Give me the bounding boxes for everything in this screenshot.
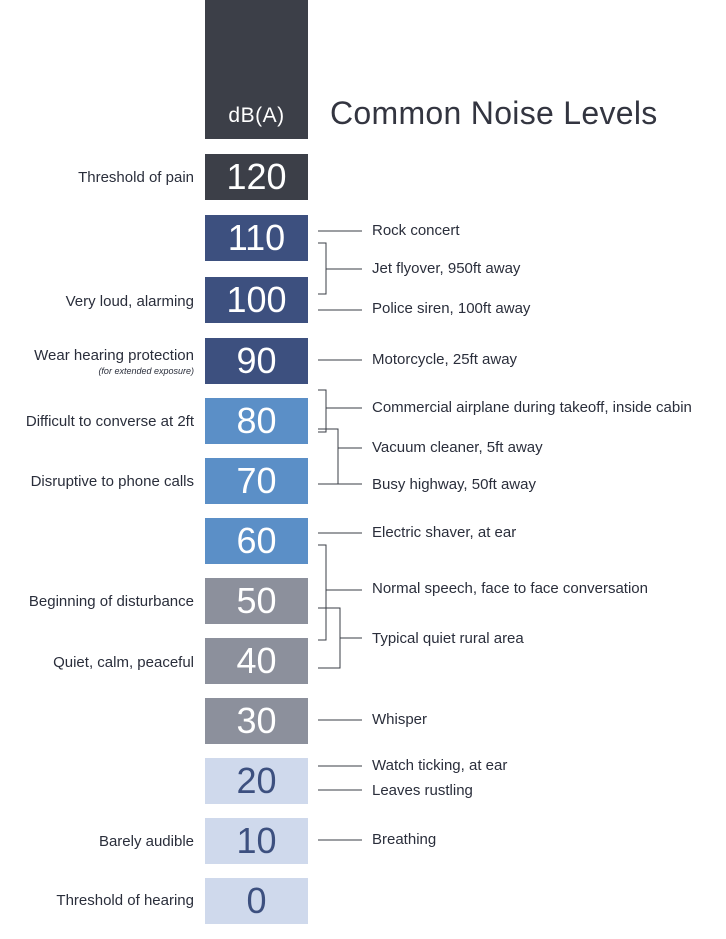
- label-watch: Watch ticking, at ear: [372, 757, 508, 774]
- bracket-vacuum-highway: [318, 429, 338, 484]
- label-threshold-of-pain: Threshold of pain: [78, 169, 194, 186]
- level-90: 90: [205, 338, 308, 384]
- label-leaves: Leaves rustling: [372, 782, 473, 799]
- label-rock-concert: Rock concert: [372, 222, 460, 239]
- level-50: 50: [205, 578, 308, 624]
- label-motorcycle: Motorcycle, 25ft away: [372, 351, 518, 368]
- bracket-speech: [318, 545, 326, 640]
- label-beginning-disturbance: Beginning of disturbance: [28, 593, 194, 610]
- level-70: 70: [205, 458, 308, 504]
- label-rural: Typical quiet rural area: [372, 630, 524, 647]
- label-vacuum: Vacuum cleaner, 5ft away: [372, 439, 543, 456]
- label-difficult-converse: Difficult to converse at 2ft: [25, 413, 194, 430]
- label-barely-audible: Barely audible: [98, 833, 194, 850]
- label-very-loud: Very loud, alarming: [65, 293, 194, 310]
- label-wear-protection: Wear hearing protection: [34, 347, 194, 364]
- label-police-siren: Police siren, 100ft away: [372, 300, 531, 317]
- label-quiet-calm: Quiet, calm, peaceful: [53, 654, 194, 671]
- level-10: 10: [205, 818, 308, 864]
- level-100: 100: [205, 277, 308, 323]
- label-speech: Normal speech, face to face conversation: [372, 580, 648, 597]
- level-20: 20: [205, 758, 308, 804]
- page-title: Common Noise Levels: [330, 95, 658, 131]
- label-airplane: Commercial airplane during takeoff, inside cabin: [372, 399, 692, 416]
- label-whisper: Whisper: [372, 711, 428, 728]
- level-40: 40: [205, 638, 308, 684]
- unit-label: dB(A): [228, 104, 285, 127]
- bracket-110-100: [318, 243, 326, 294]
- level-0: 0: [205, 878, 308, 924]
- bracket-airplane: [318, 390, 326, 432]
- label-jet-flyover: Jet flyover, 950ft away: [372, 260, 521, 277]
- level-120: 120: [205, 154, 308, 200]
- level-110: 110: [205, 215, 308, 261]
- level-80: 80: [205, 398, 308, 444]
- level-60: 60: [205, 518, 308, 564]
- label-breathing: Breathing: [372, 831, 437, 848]
- label-highway: Busy highway, 50ft away: [372, 476, 536, 493]
- level-30: 30: [205, 698, 308, 744]
- label-shaver: Electric shaver, at ear: [372, 524, 517, 541]
- label-threshold-of-hearing: Threshold of hearing: [56, 892, 194, 909]
- label-wear-protection-note: (for extended exposure): [98, 366, 194, 376]
- bracket-rural: [318, 608, 340, 668]
- label-disruptive-phone: Disruptive to phone calls: [30, 473, 194, 490]
